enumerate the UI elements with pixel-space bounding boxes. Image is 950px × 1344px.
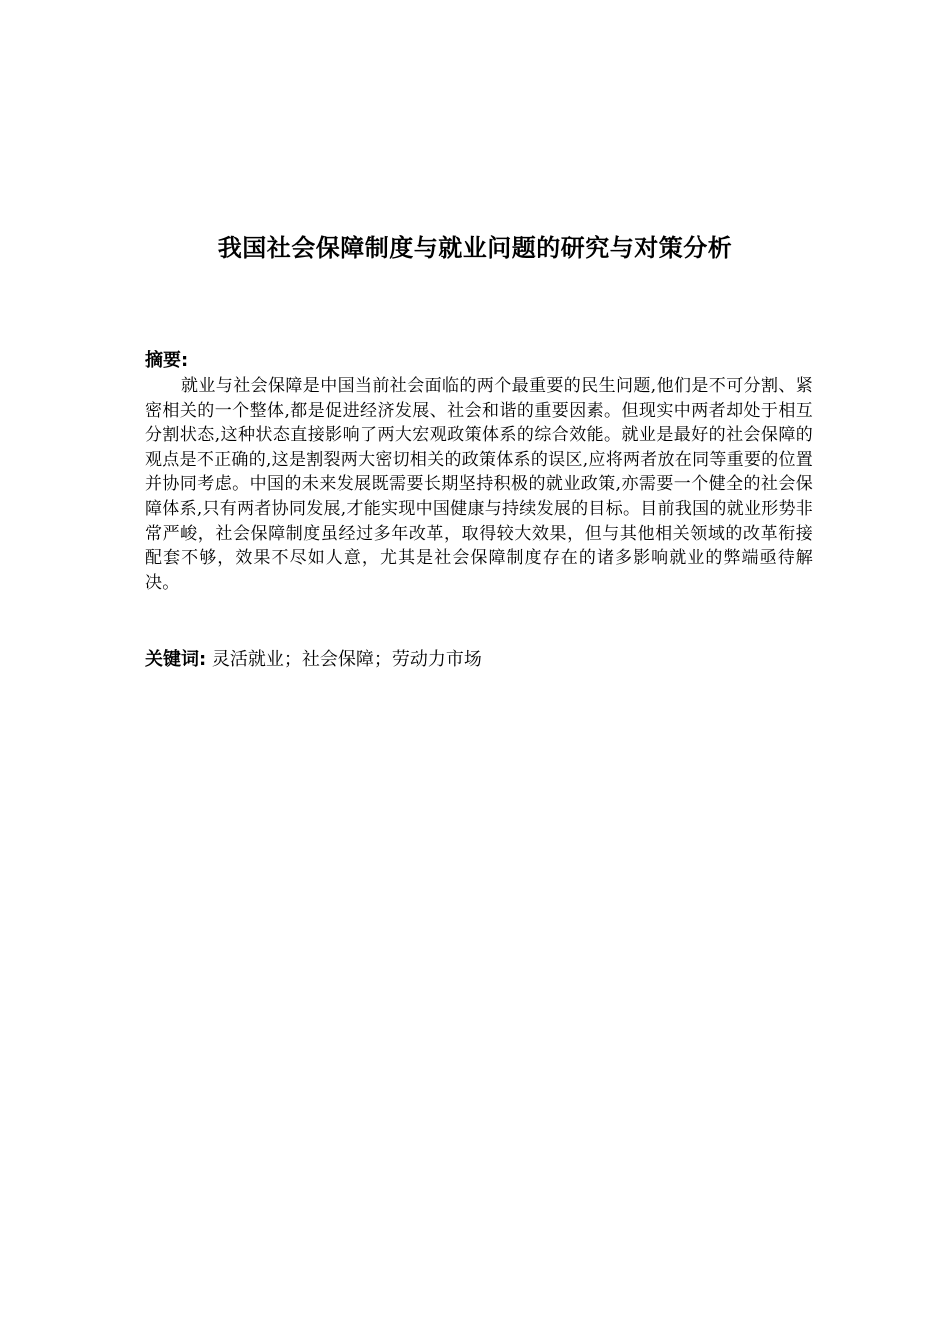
keywords-text: 灵活就业；社会保障；劳动力市场 <box>206 649 482 670</box>
keywords-label: 关键词: <box>145 649 207 670</box>
abstract-body: 就业与社会保障是中国当前社会面临的两个最重要的民生问题,他们是不可分割、紧密相关的一个整体,都是促进经济发展、社会和谐的重要因素。但现实中两者却处于相互分割状态,这种状态直接影响了两大宏观政策体系的综合效能。就业是最好的社会保障的观点是不正确的,这是割裂两大密切相关的政策体系的误区,应将两者放在同等重要的位置并协同考虑。中国的未来发展既需要长期坚持积极的就业政策,亦需要一个健全的社会保障体系,只有两者协同发展,才能实现中国健康与持续发展的目标。目前我国的就业形势非常严峻，社会保障制度虽经过多年改革，取得较大效果，但与其他相关领域的改革衔接配套不够，效果不尽如人意，尤其是社会保障制度存在的诸多影响就业的弊端亟待解决。 <box>145 376 813 593</box>
keywords-line <box>145 647 482 673</box>
abstract-heading: 摘要: <box>145 350 189 371</box>
paper-title: 我国社会保障制度与就业问题的研究与对策分析 <box>217 234 733 262</box>
